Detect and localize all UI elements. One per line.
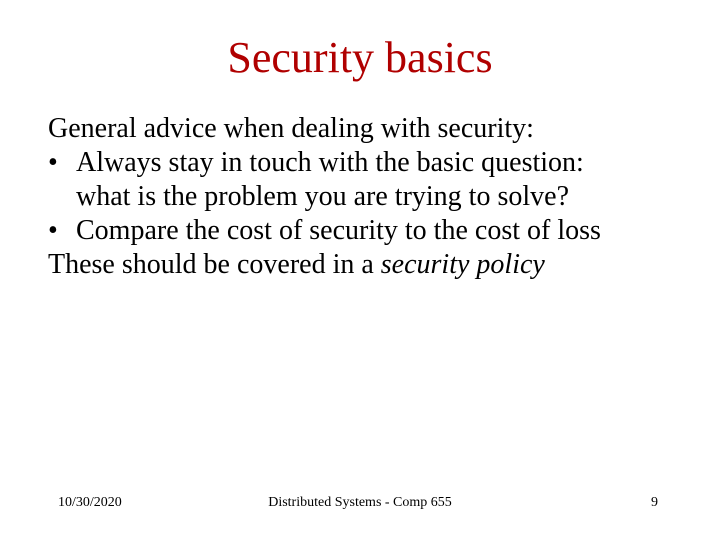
bullet-item-2 (48, 214, 698, 248)
closing-text (48, 248, 698, 282)
bullet-line: what is the problem you are trying to solve? (76, 181, 569, 212)
footer-page-number: 9 (651, 495, 658, 510)
bullet-line: Compare the cost of security to the cost of loss (76, 215, 601, 246)
bullet-line: Always stay in touch with the basic question: (76, 147, 584, 178)
closing-emphasis: security policy (380, 249, 545, 280)
footer-date: 10/30/2020 (58, 495, 122, 510)
slide-body (48, 112, 698, 282)
bullet-text (76, 214, 698, 248)
bullet-item-1 (48, 146, 698, 214)
bullet-marker: • (48, 215, 58, 246)
slide-title: Security basics (227, 33, 493, 82)
intro-text: General advice when dealing with security: (48, 113, 534, 144)
closing-prefix: These should be covered in a (48, 249, 381, 280)
footer-course: Distributed Systems - Comp 655 (268, 495, 452, 510)
bullet-text (76, 146, 698, 214)
bullet-marker: • (48, 147, 58, 178)
